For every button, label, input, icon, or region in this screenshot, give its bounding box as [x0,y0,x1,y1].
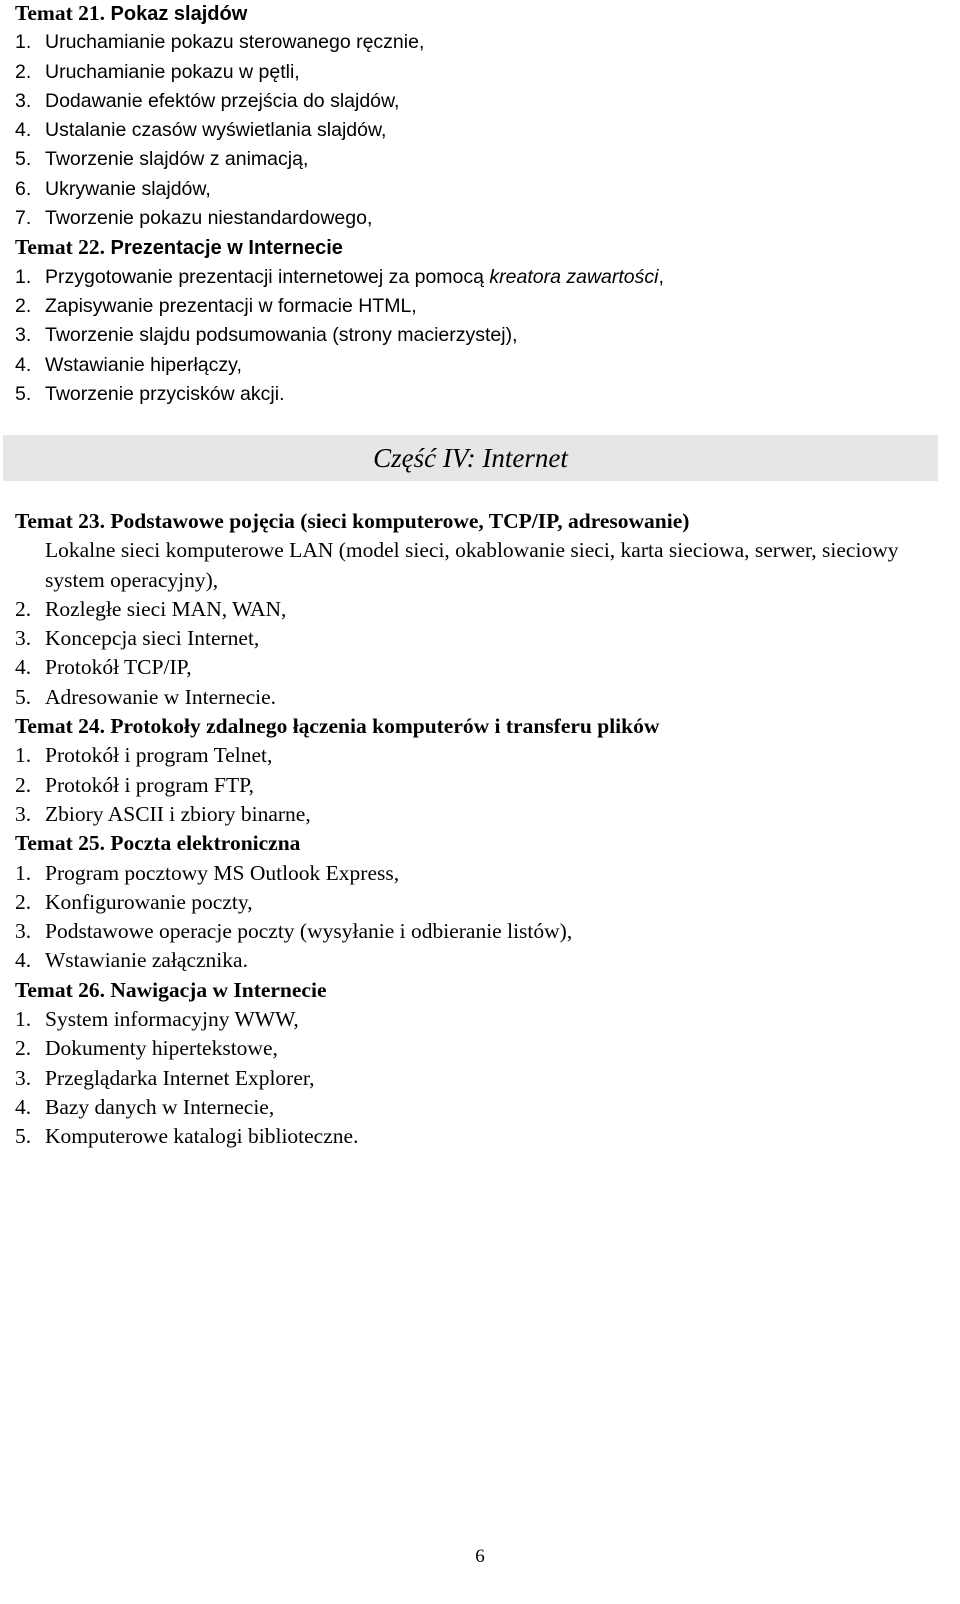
list-item [15,204,950,233]
topic-list [15,28,950,233]
heading-title: Nawigacja w Internecie [110,977,327,1002]
item-number: 2. [15,294,32,317]
topic-list [15,536,950,712]
heading-title: Pokaz slajdów [110,3,248,25]
item-number: 1. [15,265,32,288]
item-number: 3. [15,89,32,112]
part-title: Część IV: Internet [373,442,568,473]
section-temat-21 [15,0,950,409]
item-number: 4. [15,948,32,973]
item-text: Zbiory ASCII i zbiory binarne, [45,801,311,826]
item-number: 4. [15,353,32,376]
item-text: Program pocztowy MS Outlook Express, [45,860,400,885]
section-heading [15,0,950,28]
item-number: 4. [15,655,32,680]
item-number: 2. [15,1036,32,1061]
item-number: 4. [15,1094,32,1119]
item-text: Bazy danych w Internecie, [45,1094,275,1119]
section-heading [15,233,950,262]
heading-title: Poczta elektroniczna [110,831,301,856]
list-item [15,683,950,712]
list-item [15,917,950,946]
item-text: Wstawianie hiperłączy, [45,353,242,376]
item-text: Uruchamianie pokazu sterowanego ręcznie, [45,31,425,54]
list-item [15,263,950,292]
item-number: 5. [15,148,32,171]
topic-list [15,859,950,976]
item-text: Komputerowe katalogi biblioteczne. [45,1124,359,1149]
part-banner [3,435,938,481]
item-text: Zapisywanie prezentacji w formacie HTML, [45,294,417,317]
item-number: 1. [15,31,32,54]
item-number: 2. [15,60,32,83]
list-item [15,800,950,829]
list-item [15,624,950,653]
topic-list [15,741,950,829]
heading-title: Podstawowe pojęcia (sieci komputerowe, TCP/IP, adresowanie) [110,509,690,533]
item-number: 1. [15,743,32,768]
item-text: Ustalanie czasów wyświetlania slajdów, [45,119,387,142]
item-number: 5. [15,1124,32,1149]
heading-title: Prezentacje w Internecie [110,237,343,260]
item-text: System informacyjny WWW, [45,1007,299,1032]
item-text: Lokalne sieci komputerowe LAN (model sieci, okablowanie sieci, karta sieciowa, serwer, sieciowy system operacyjny), [45,538,899,592]
item-number: 3. [15,626,32,651]
list-item [15,741,950,770]
list-item [15,351,950,380]
list-item [15,87,950,116]
heading-title: Protokoły zdalnego łączenia komputerów i transferu plików [110,714,660,739]
list-item [15,946,950,975]
item-text: Dodawanie efektów przejścia do slajdów, [45,89,400,112]
item-number: 5. [15,684,32,709]
heading-number: Temat 26. [15,977,105,1002]
item-number: 1. [15,860,32,885]
list-item [15,28,950,57]
item-text: Tworzenie przycisków akcji. [45,382,285,405]
list-item [15,888,950,917]
item-number: 5. [15,382,32,405]
heading-number: Temat 22. [15,235,105,260]
list-item [15,1005,950,1034]
item-text: Przygotowanie prezentacji internetowej za pomocą [45,265,490,288]
heading-number: Temat 24. [15,714,105,739]
item-text: Tworzenie slajdów z animacją, [45,148,309,171]
list-item [15,653,950,682]
list-item [15,321,950,350]
item-number: 1. [15,1007,32,1032]
section-heading [15,712,950,741]
topic-list [15,263,950,409]
list-item [15,116,950,145]
item-text: Tworzenie pokazu niestandardowego, [45,207,373,230]
item-number: 2. [15,772,32,797]
section-heading [15,976,950,1005]
list-item [15,292,950,321]
topic-list [15,1005,950,1151]
list-item [15,859,950,888]
section-heading [15,829,950,858]
item-text: Dokumenty hipertekstowe, [45,1036,278,1061]
item-text: Konfigurowanie poczty, [45,889,253,914]
item-text-italic: kreatora zawartości [489,265,659,288]
item-text: Uruchamianie pokazu w pętli, [45,60,300,83]
item-text: Koncepcja sieci Internet, [45,626,260,651]
list-item [15,1093,950,1122]
item-number: 3. [15,324,32,347]
item-text: Przeglądarka Internet Explorer, [45,1065,315,1090]
list-item [15,380,950,409]
item-text: Protokół i program FTP, [45,772,255,797]
item-number: 6. [15,177,32,200]
list-item [15,1064,950,1093]
item-number: 2. [15,596,32,621]
item-text: Podstawowe operacje poczty (wysyłanie i odbieranie listów), [45,919,573,944]
section-temat-23-26 [15,507,950,1152]
item-number: 3. [15,801,32,826]
item-text: Protokół i program Telnet, [45,743,273,768]
list-item [15,771,950,800]
item-text: Adresowanie w Internecie. [45,684,277,709]
list-item [15,175,950,204]
page-number: 6 [475,1546,485,1567]
item-number: 3. [15,1065,32,1090]
section-heading [15,507,950,536]
list-item [15,145,950,174]
list-item [15,1034,950,1063]
item-number: 3. [15,919,32,944]
heading-number: Temat 25. [15,831,105,856]
item-text: Ukrywanie slajdów, [45,177,211,200]
heading-number: Temat 23. [15,509,105,533]
list-item [15,536,950,595]
item-text: Rozległe sieci MAN, WAN, [45,596,287,621]
heading-number: Temat 21. [15,1,105,25]
item-number [15,536,45,565]
list-item [15,58,950,87]
item-text-end: , [658,265,664,288]
item-text: Tworzenie slajdu podsumowania (strony macierzystej), [45,324,518,347]
item-text: Wstawianie załącznika. [45,948,248,973]
item-number: 7. [15,207,32,230]
item-number: 4. [15,119,32,142]
list-item [15,595,950,624]
list-item [15,1122,950,1151]
item-text: Protokół TCP/IP, [45,655,192,680]
item-number: 2. [15,889,32,914]
